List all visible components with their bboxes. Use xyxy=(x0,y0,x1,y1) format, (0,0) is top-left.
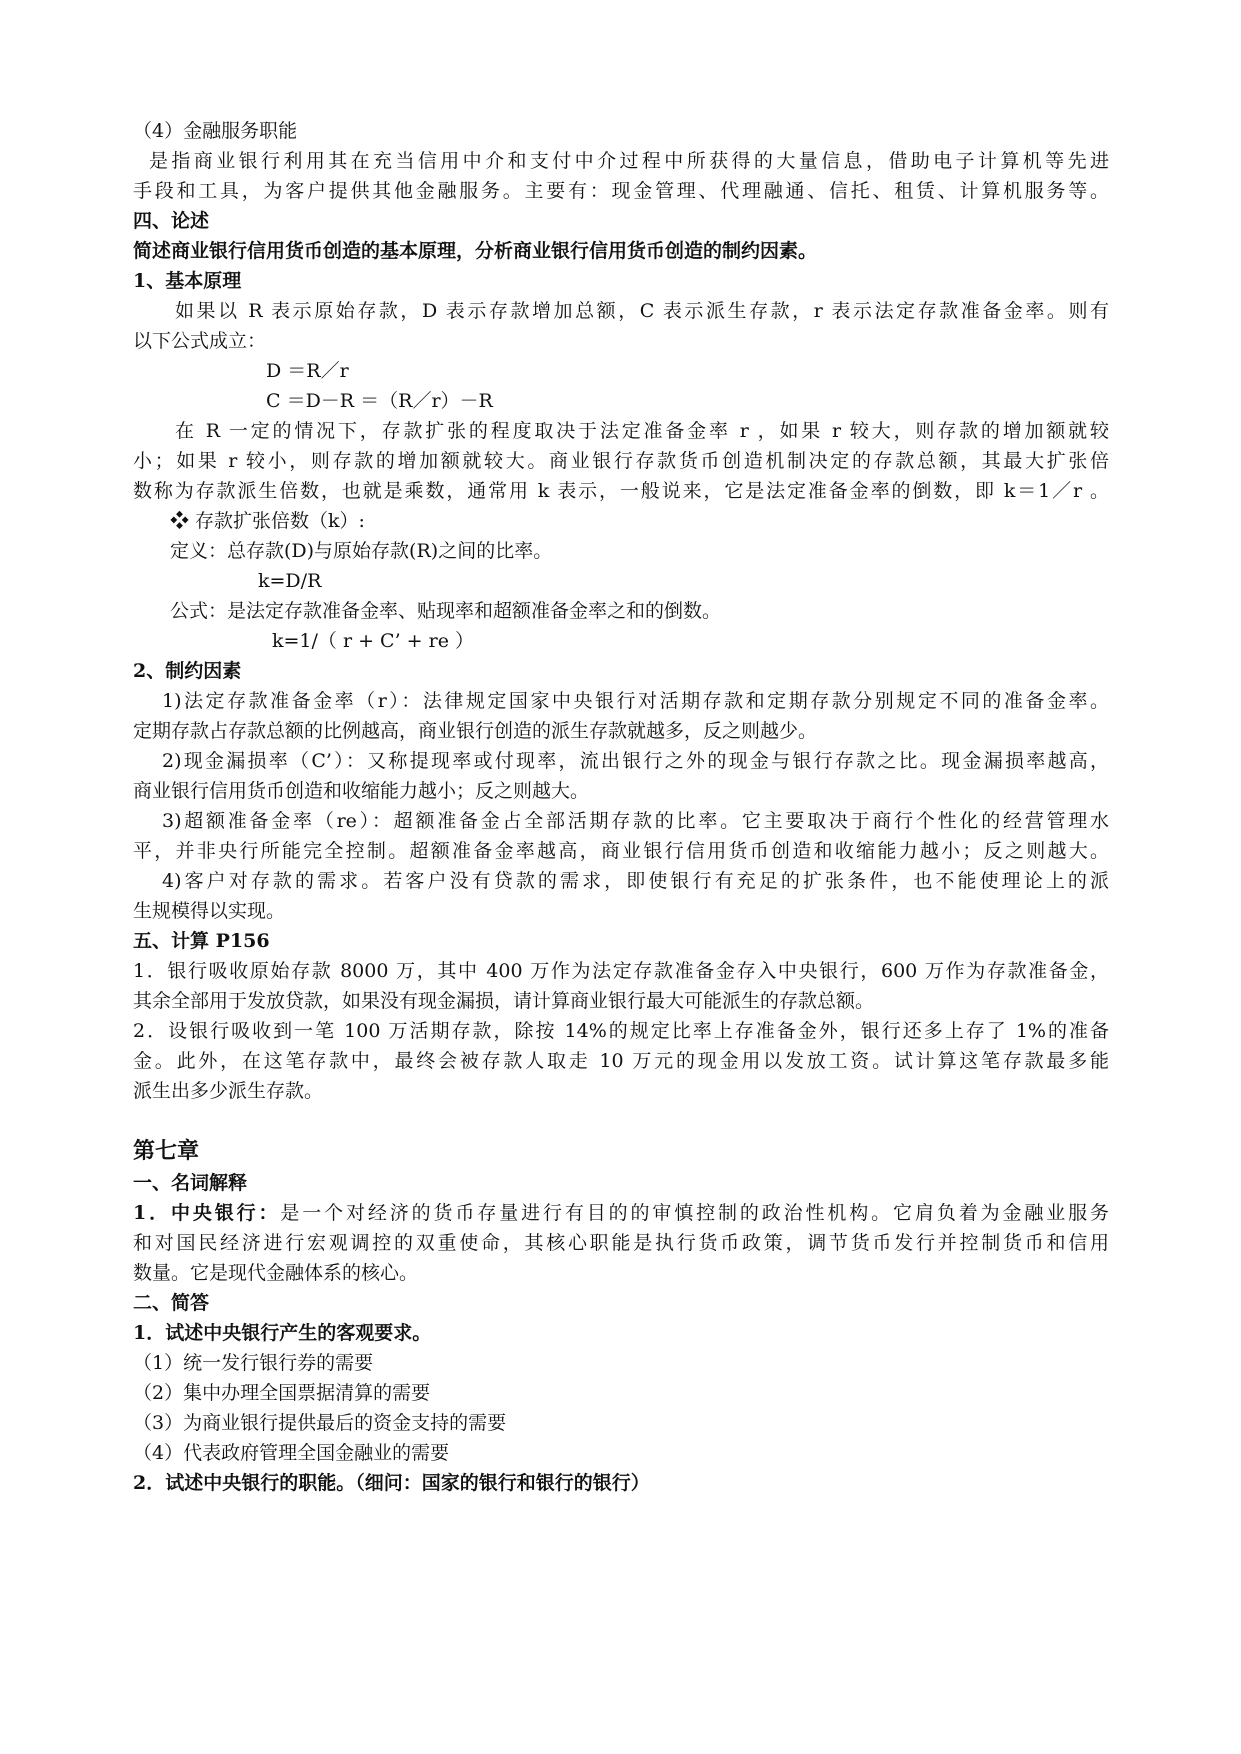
formula-line: k=D/R xyxy=(258,570,322,592)
section-heading: 五、计算 P156 xyxy=(133,930,270,952)
term-definition-line xyxy=(133,1200,1109,1226)
formula-line: D ＝R／r xyxy=(266,360,349,382)
definition-line: 定义：总存款(D)与原始存款(R)之间的比率。 xyxy=(170,540,553,562)
problem-line: 金。此外，在这笔存款中，最终会被存款人取走 10 万元的现金用以发放工资。试计算这笔存款最多能 xyxy=(133,1050,1109,1072)
paragraph-line: 以下公式成立： xyxy=(133,330,267,352)
list-item: （3）为商业银行提供最后的资金支持的需要 xyxy=(133,1412,507,1434)
paragraph-line: 如果以 R 表示原始存款，D 表示存款增加总额，C 表示派生存款，r 表示法定存款准备金率。则有 xyxy=(175,300,1109,322)
formula-line: C ＝D－R ＝（R／r）－R xyxy=(266,390,493,412)
paragraph-line: 4)客户对存款的需求。若客户没有贷款的需求，即使银行有充足的扩张条件，也不能使理论上的派 xyxy=(162,870,1109,892)
paragraph-line: 定期存款占存款总额的比例越高，商业银行创造的派生存款就越多，反之则越少。 xyxy=(133,720,818,742)
term-label: 1．中央银行： xyxy=(133,1202,281,1224)
paragraph-line: 3)超额准备金率（re）：超额准备金占全部活期存款的比率。它主要取决于商行个性化的经营管理水 xyxy=(162,810,1109,832)
list-item: （4）代表政府管理全国金融业的需要 xyxy=(133,1442,450,1464)
formula-line: k=1/（ r + C’ + re ） xyxy=(272,630,474,652)
section-heading: 一、名词解释 xyxy=(133,1172,248,1194)
question-heading: 1．试述中央银行产生的客观要求。 xyxy=(133,1322,432,1344)
term-text: 是一个对经济的货币存量进行有目的的审慎控制的政治性机构。它肩负着为金融业服务 xyxy=(280,1202,1109,1224)
question-heading: 简述商业银行信用货币创造的基本原理，分析商业银行信用货币创造的制约因素。 xyxy=(133,240,818,262)
paragraph-line: 平，并非央行所能完全控制。超额准备金率越高，商业银行信用货币创造和收缩能力越小；反之则越大。 xyxy=(133,840,1109,862)
paragraph-line: 数量。它是现代金融体系的核心。 xyxy=(133,1262,419,1284)
paragraph-line: 手段和工具，为客户提供其他金融服务。主要有：现金管理、代理融通、信托、租赁、计算机服务等。 xyxy=(133,180,1109,202)
chapter-title: 第七章 xyxy=(133,1138,200,1164)
paragraph-line: 商业银行信用货币创造和收缩能力越小；反之则越大。 xyxy=(133,780,590,802)
section-heading: 四、论述 xyxy=(133,210,210,232)
section-heading: 二、简答 xyxy=(133,1292,210,1314)
bullet-item: ❖ 存款扩张倍数（k）: xyxy=(170,510,365,532)
paragraph-line: 1)法定存款准备金率（r）：法律规定国家中央银行对活期存款和定期存款分别规定不同的准备金率。 xyxy=(162,690,1109,712)
subsection-heading: （4）金融服务职能 xyxy=(133,120,298,142)
problem-line: 派生出多少派生存款。 xyxy=(133,1080,324,1102)
paragraph-line: 和对国民经济进行宏观调控的双重使命，其核心职能是执行货币政策，调节货币发行并控制货币和信用 xyxy=(133,1232,1109,1254)
list-item: （2）集中办理全国票据清算的需要 xyxy=(133,1382,431,1404)
paragraph-line: 在 R 一定的情况下，存款扩张的程度取决于法定准备金率 r ，如果 r 较大，则存款的增加额就较 xyxy=(175,420,1109,442)
list-item: （1）统一发行银行券的需要 xyxy=(133,1352,374,1374)
problem-line: 2．设银行吸收到一笔 100 万活期存款，除按 14%的规定比率上存准备金外，银行还多上存了 1%的准备 xyxy=(133,1020,1109,1042)
subsection-heading: 2、制约因素 xyxy=(133,660,242,682)
paragraph-line: 是指商业银行利用其在充当信用中介和支付中介过程中所获得的大量信息，借助电子计算机等先进 xyxy=(149,150,1109,172)
problem-line: 1．银行吸收原始存款 8000 万，其中 400 万作为法定存款准备金存入中央银行，600 万作为存款准备金， xyxy=(133,960,1109,982)
subsection-heading: 1、基本原理 xyxy=(133,270,242,292)
paragraph-line: 小；如果 r 较小，则存款的增加额就较大。商业银行存款货币创造机制决定的存款总额，其最大扩张倍 xyxy=(133,450,1109,472)
question-heading: 2．试述中央银行的职能。（细问：国家的银行和银行的银行） xyxy=(133,1472,650,1494)
paragraph-line: 数称为存款派生倍数，也就是乘数，通常用 k 表示，一般说来，它是法定准备金率的倒数，即 k＝1／r 。 xyxy=(133,480,1109,502)
problem-line: 其余全部用于发放贷款，如果没有现金漏损，请计算商业银行最大可能派生的存款总额。 xyxy=(133,990,875,1012)
definition-line: 公式：是法定存款准备金率、贴现率和超额准备金率之和的倒数。 xyxy=(170,600,722,622)
paragraph-line: 生规模得以实现。 xyxy=(133,900,286,922)
paragraph-line: 2)现金漏损率（C’）：又称提现率或付现率，流出银行之外的现金与银行存款之比。现金漏损率越高， xyxy=(162,750,1109,772)
